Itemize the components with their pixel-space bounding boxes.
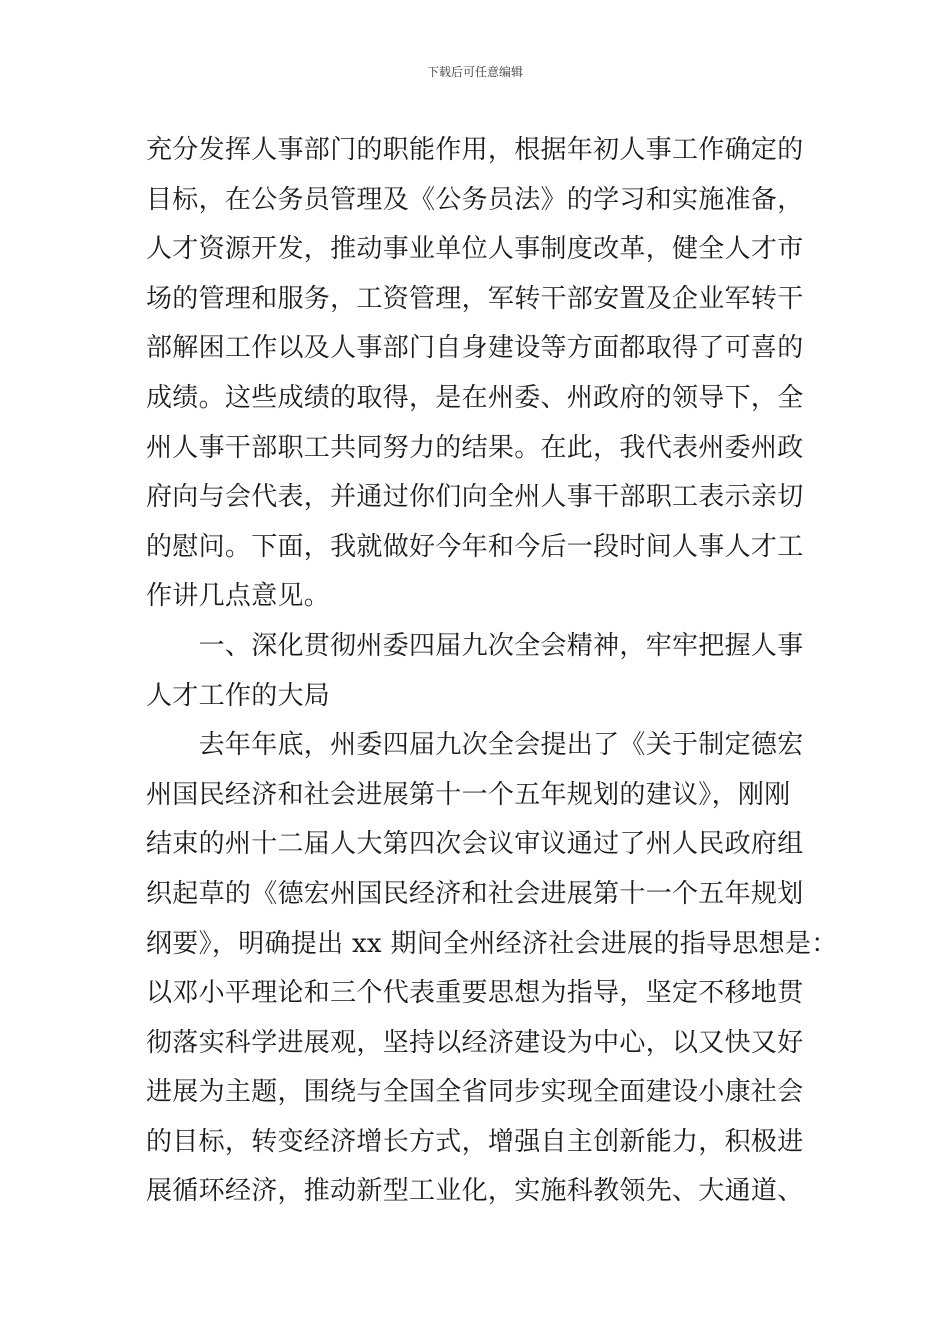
text-line: 充分发挥人事部门的职能作用，根据年初人事工作确定的 [146, 135, 804, 165]
text-line: 去年年底，州委四届九次全会提出了《关于制定德宏 [146, 730, 804, 761]
text-line: 纲要》，明确提出 xx 期间全州经济社会进展的指导思想是： [146, 928, 838, 959]
text-line: 进展为主题，围绕与全国全省同步实现全面建设小康社会 [146, 1077, 804, 1108]
text-line: 部解困工作以及人事部门自身建设等方面都取得了可喜的 [146, 333, 804, 364]
text-line: 以邓小平理论和三个代表重要思想为指导，坚定不移地贯 [146, 978, 804, 1009]
text-line: 州国民经济和社会进展第十一个五年规划的建议》，刚刚 [146, 779, 791, 810]
text-line: 结束的州十二届人大第四次会议审议通过了州人民政府组 [146, 829, 804, 860]
section-heading-line: 一、深化贯彻州委四届九次全会精神，牢牢把握人事 [146, 630, 804, 661]
document-body [146, 126, 838, 1217]
section-heading-line: 人才工作的大局 [146, 680, 331, 711]
text-line: 的目标，转变经济增长方式，增强自主创新能力，积极进 [146, 1126, 804, 1157]
text-line: 作讲几点意见。 [146, 581, 331, 612]
text-line: 织起草的《德宏州国民经济和社会进展第十一个五年规划 [146, 878, 804, 909]
page-header: 下载后可任意编辑 [426, 65, 523, 79]
text-line: 展循环经济，推动新型工业化，实施科教领先、大通道、 [146, 1176, 804, 1207]
text-line: 目标，在公务员管理及《公务员法》的学习和实施准备， [146, 184, 804, 215]
text-line: 彻落实科学进展观，坚持以经济建设为中心，以又快又好 [146, 1027, 804, 1058]
text-line: 州人事干部职工共同努力的结果。在此，我代表州委州政 [146, 432, 804, 463]
text-line: 场的管理和服务，工资管理，军转干部安置及企业军转干 [146, 283, 804, 314]
text-line: 府向与会代表，并通过你们向全州人事干部职工表示亲切 [146, 482, 804, 513]
text-line: 人才资源开发，推动事业单位人事制度改革，健全人才市 [146, 234, 804, 265]
text-line: 成绩。这些成绩的取得，是在州委、州政府的领导下，全 [146, 382, 804, 413]
text-line: 的慰问。下面，我就做好今年和今后一段时间人事人才工 [146, 531, 804, 562]
